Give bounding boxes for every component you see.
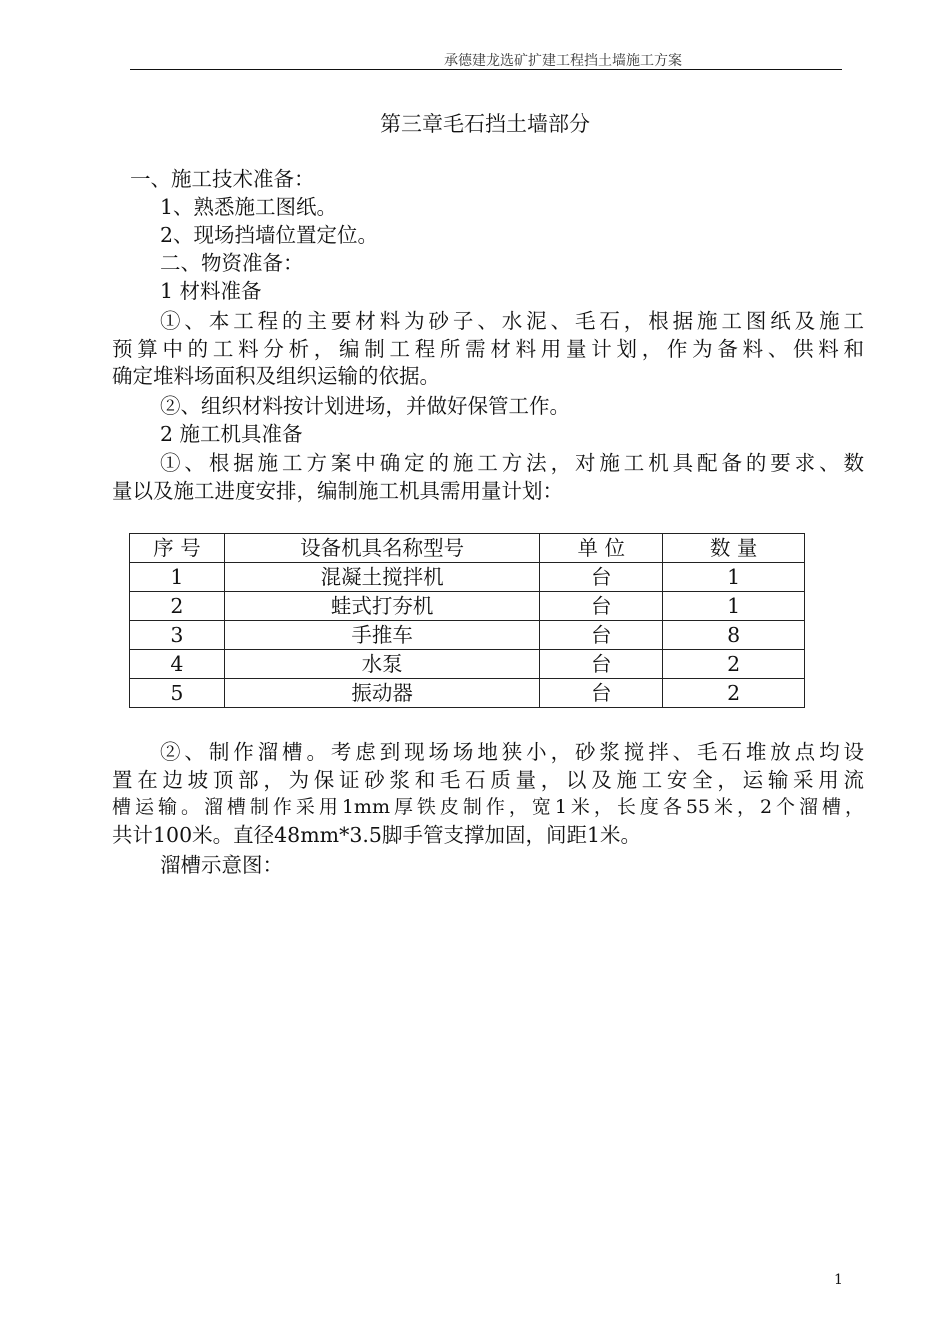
paragraph-machinery [112,450,864,505]
table-cell: 4 [130,650,225,679]
paragraph-line: 预算中的工料分析，编制工程所需材料用量计划，作为备料、供料和 [112,336,864,361]
table-cell: 台 [540,563,663,592]
equipment-table [129,533,805,708]
paragraph-materials [112,308,864,391]
table-row [130,592,805,621]
table-cell: 振动器 [224,679,540,708]
page-number: 1 [834,1272,843,1288]
table-cell: 台 [540,650,663,679]
paragraph-line: ①、本工程的主要材料为砂子、水泥、毛石，根据施工图纸及施工 [160,309,864,333]
table-header-cell: 单 位 [540,534,663,563]
table-header-cell: 序 号 [130,534,225,563]
paragraph-storage: ②、组织材料按计划进场，并做好保管工作。 [160,394,570,418]
table-cell: 1 [130,563,225,592]
header-divider [130,69,842,70]
table-row [130,679,805,708]
table-header-row [130,534,805,563]
paragraph-line: ①、根据施工方案中确定的施工方法，对施工机具配备的要求、数 [160,451,864,475]
item-1-2: 2、现场挡墙位置定位。 [160,223,379,247]
subsection-2-1: 1 材料准备 [160,279,262,303]
table-header-cell: 数 量 [663,534,805,563]
diagram-caption: 溜槽示意图： [160,853,283,877]
table-cell: 2 [663,679,805,708]
table-cell: 1 [663,563,805,592]
table-row [130,650,805,679]
table-cell: 2 [663,650,805,679]
table-cell: 混凝土搅拌机 [224,563,540,592]
section-heading-2: 二、物资准备： [160,251,304,275]
table-cell: 水泵 [224,650,540,679]
paragraph-line: 量以及施工进度安排，编制施工机具需用量计划： [112,478,563,503]
paragraph-line: 槽运输。溜槽制作采用1mm厚铁皮制作，宽1米，长度各55米，2个溜槽， [112,796,864,818]
table-row [130,621,805,650]
paragraph-chute [112,739,864,849]
table-row [130,563,805,592]
paragraph-line: 确定堆料场面积及组织运输的依据。 [112,364,440,388]
paragraph-line: 共计100米。直径48mm*3.5脚手管支撑加固，间距1米。 [112,822,641,847]
table-cell: 蛙式打夯机 [224,592,540,621]
table-cell: 台 [540,621,663,650]
header-title: 承德建龙选矿扩建工程挡土墙施工方案 [444,53,682,69]
table-cell: 5 [130,679,225,708]
table-cell: 台 [540,592,663,621]
table-cell: 8 [663,621,805,650]
table-cell: 台 [540,679,663,708]
paragraph-line: ②、制作溜槽。考虑到现场场地狭小，砂浆搅拌、毛石堆放点均设 [160,740,864,764]
table-cell: 1 [663,592,805,621]
table-header-cell: 设备机具名称型号 [224,534,540,563]
subsection-2-2: 2 施工机具准备 [160,422,303,446]
table-cell: 2 [130,592,225,621]
table-cell: 3 [130,621,225,650]
table-cell: 手推车 [224,621,540,650]
chapter-title: 第三章毛石挡土墙部分 [380,112,590,136]
item-1-1: 1、熟悉施工图纸。 [160,195,338,219]
section-heading-1: 一、施工技术准备： [130,167,315,191]
paragraph-line: 置在边坡顶部，为保证砂浆和毛石质量，以及施工安全，运输采用流 [112,767,864,792]
